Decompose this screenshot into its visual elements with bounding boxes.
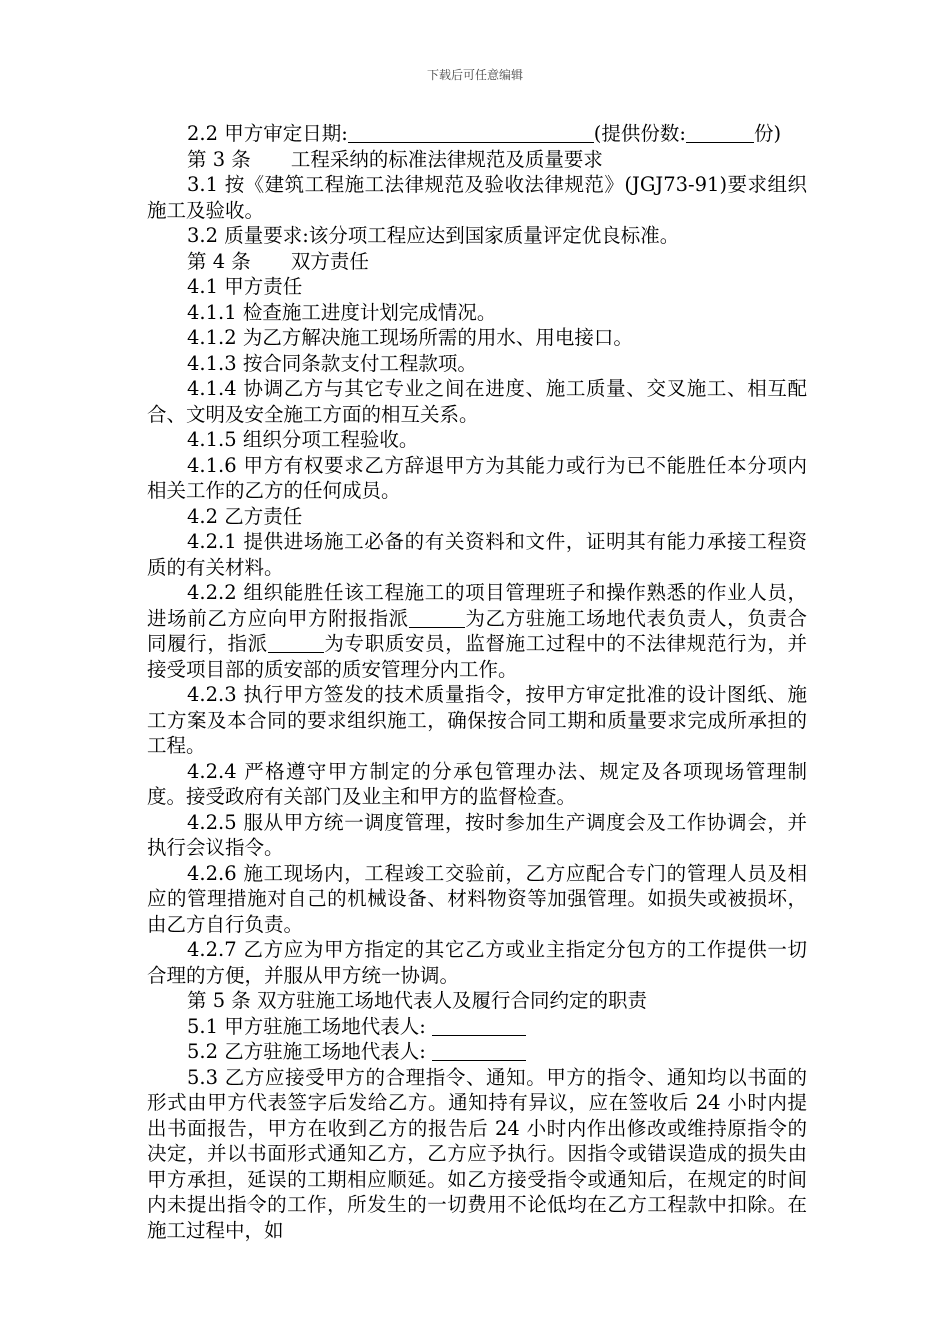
article-number: 第 4 条 bbox=[187, 249, 251, 273]
clause-5-1 bbox=[147, 1014, 807, 1040]
copies-label: (提供份数: bbox=[593, 122, 686, 145]
clause-4-1-4: 4.1.4 协调乙方与其它专业之间在进度、施工质量、交叉施工、相互配合、文明及安全施工方面的相互关系。 bbox=[147, 377, 807, 426]
clause-4-1-3: 4.1.3 按合同条款支付工程款项。 bbox=[187, 351, 477, 375]
party-a-rep-blank bbox=[432, 1017, 526, 1036]
clause-4-1-1: 4.1.1 检查施工进度计划完成情况。 bbox=[187, 300, 497, 324]
clause-2-2-label: 2.2 甲方审定日期: bbox=[187, 122, 348, 145]
article-title: 双方责任 bbox=[290, 249, 369, 273]
safety-officer-blank bbox=[268, 634, 324, 653]
clause-4-2-6: 4.2.6 施工现场内，工程竣工交验前，乙方应配合专门的管理人员及相应的管理措施对自己的机械设备、材料物资等加强管理。如损失或被损坏，由乙方自行负责。 bbox=[147, 861, 807, 936]
clause-4-2-7: 4.2.7 乙方应为甲方指定的其它乙方或业主指定分包方的工作提供一切合理的方便，并服从甲方统一协调。 bbox=[147, 938, 807, 987]
clause-3-2: 3.2 质量要求:该分项工程应达到国家质量评定优良标准。 bbox=[187, 224, 680, 247]
clause-4-2: 4.2 乙方责任 bbox=[187, 504, 303, 528]
clause-2-2 bbox=[147, 121, 807, 147]
clause-4-2-4: 4.2.4 严格遵守甲方制定的分承包管理办法、规定及各项现场管理制度。接受政府有关部门及业主和甲方的监督检查。 bbox=[147, 759, 807, 808]
clause-4-2-2-part2: 为乙方驻施工场地代表负责人，负责合同履行，指派 bbox=[147, 606, 807, 655]
clause-4-2-1: 4.2.1 提供进场施工必备的有关资料和文件，证明其有能力承接工程资质的有关材料。 bbox=[147, 530, 807, 579]
copies-unit: 份) bbox=[753, 122, 782, 145]
clause-4-2-2-part3: 为专职质安员，监督施工过程中的不法律规范行为，并接受项目部的质安部的质安管理分内工作。 bbox=[147, 632, 807, 681]
page-header: 下载后可任意编辑 bbox=[426, 68, 523, 82]
clause-5-2-label: 5.2 乙方驻施工场地代表人: bbox=[187, 1040, 426, 1063]
clause-5-2 bbox=[147, 1039, 807, 1065]
article-number: 第 3 条 bbox=[187, 147, 251, 171]
rep-name-blank bbox=[409, 609, 465, 628]
article-title: 工程采纳的标准法律规范及质量要求 bbox=[290, 147, 603, 171]
date-blank bbox=[348, 124, 594, 143]
clause-4-2-2-part1: 4.2.2 组织能胜任该工程施工的项目管理班子和操作熟悉的作业人员，进场前乙方应向甲方附报指派 bbox=[147, 581, 807, 630]
clause-5-1-label: 5.1 甲方驻施工场地代表人: bbox=[187, 1014, 426, 1038]
clause-3-1: 3.1 按《建筑工程施工法律规范及验收法律规范》(JGJ73-91)要求组织施工及验收。 bbox=[147, 173, 807, 222]
clause-5-3: 5.3 乙方应接受甲方的合理指令、通知。甲方的指令、通知均以书面的形式由甲方代表签字后发给乙方。通知持有异议，应在签收后 24 小时内提出书面报告，甲方在收到乙方的报告后 24 小时内作出修改或维持原指令的决定，并以书面形式通知乙方，乙方应予执行。因指令或错误造成的损失由甲方承担，延误的工期相应顺延。如乙方接受指令或通知后，在规定的时间内未提出指令的工作，所发生的一切费用不论低均在乙方工程款中扣除。在施工过程中，如 bbox=[147, 1065, 807, 1242]
copies-blank bbox=[686, 124, 754, 143]
clause-4-2-2 bbox=[147, 580, 807, 682]
article-3-heading bbox=[147, 147, 807, 173]
article-5-heading: 第 5 条 双方驻施工场地代表人及履行合同约定的职责 bbox=[187, 989, 648, 1012]
clause-4-1-5: 4.1.5 组织分项工程验收。 bbox=[187, 428, 419, 451]
document-body bbox=[147, 121, 807, 1243]
party-b-rep-blank bbox=[432, 1042, 526, 1061]
clause-4-2-5: 4.2.5 服从甲方统一调度管理，按时参加生产调度会及工作协调会，并执行会议指令。 bbox=[147, 810, 807, 859]
clause-4-1-2: 4.1.2 为乙方解决施工现场所需的用水、用电接口。 bbox=[187, 326, 633, 349]
clause-4-1: 4.1 甲方责任 bbox=[187, 275, 303, 298]
clause-4-1-6: 4.1.6 甲方有权要求乙方辞退甲方为其能力或行为已不能胜任本分项内相关工作的乙方的任何成员。 bbox=[147, 453, 807, 502]
clause-4-2-3: 4.2.3 执行甲方签发的技术质量指令，按甲方审定批准的设计图纸、施工方案及本合同的要求组织施工，确保按合同工期和质量要求完成所承担的工程。 bbox=[147, 683, 807, 757]
article-4-heading bbox=[147, 249, 807, 275]
